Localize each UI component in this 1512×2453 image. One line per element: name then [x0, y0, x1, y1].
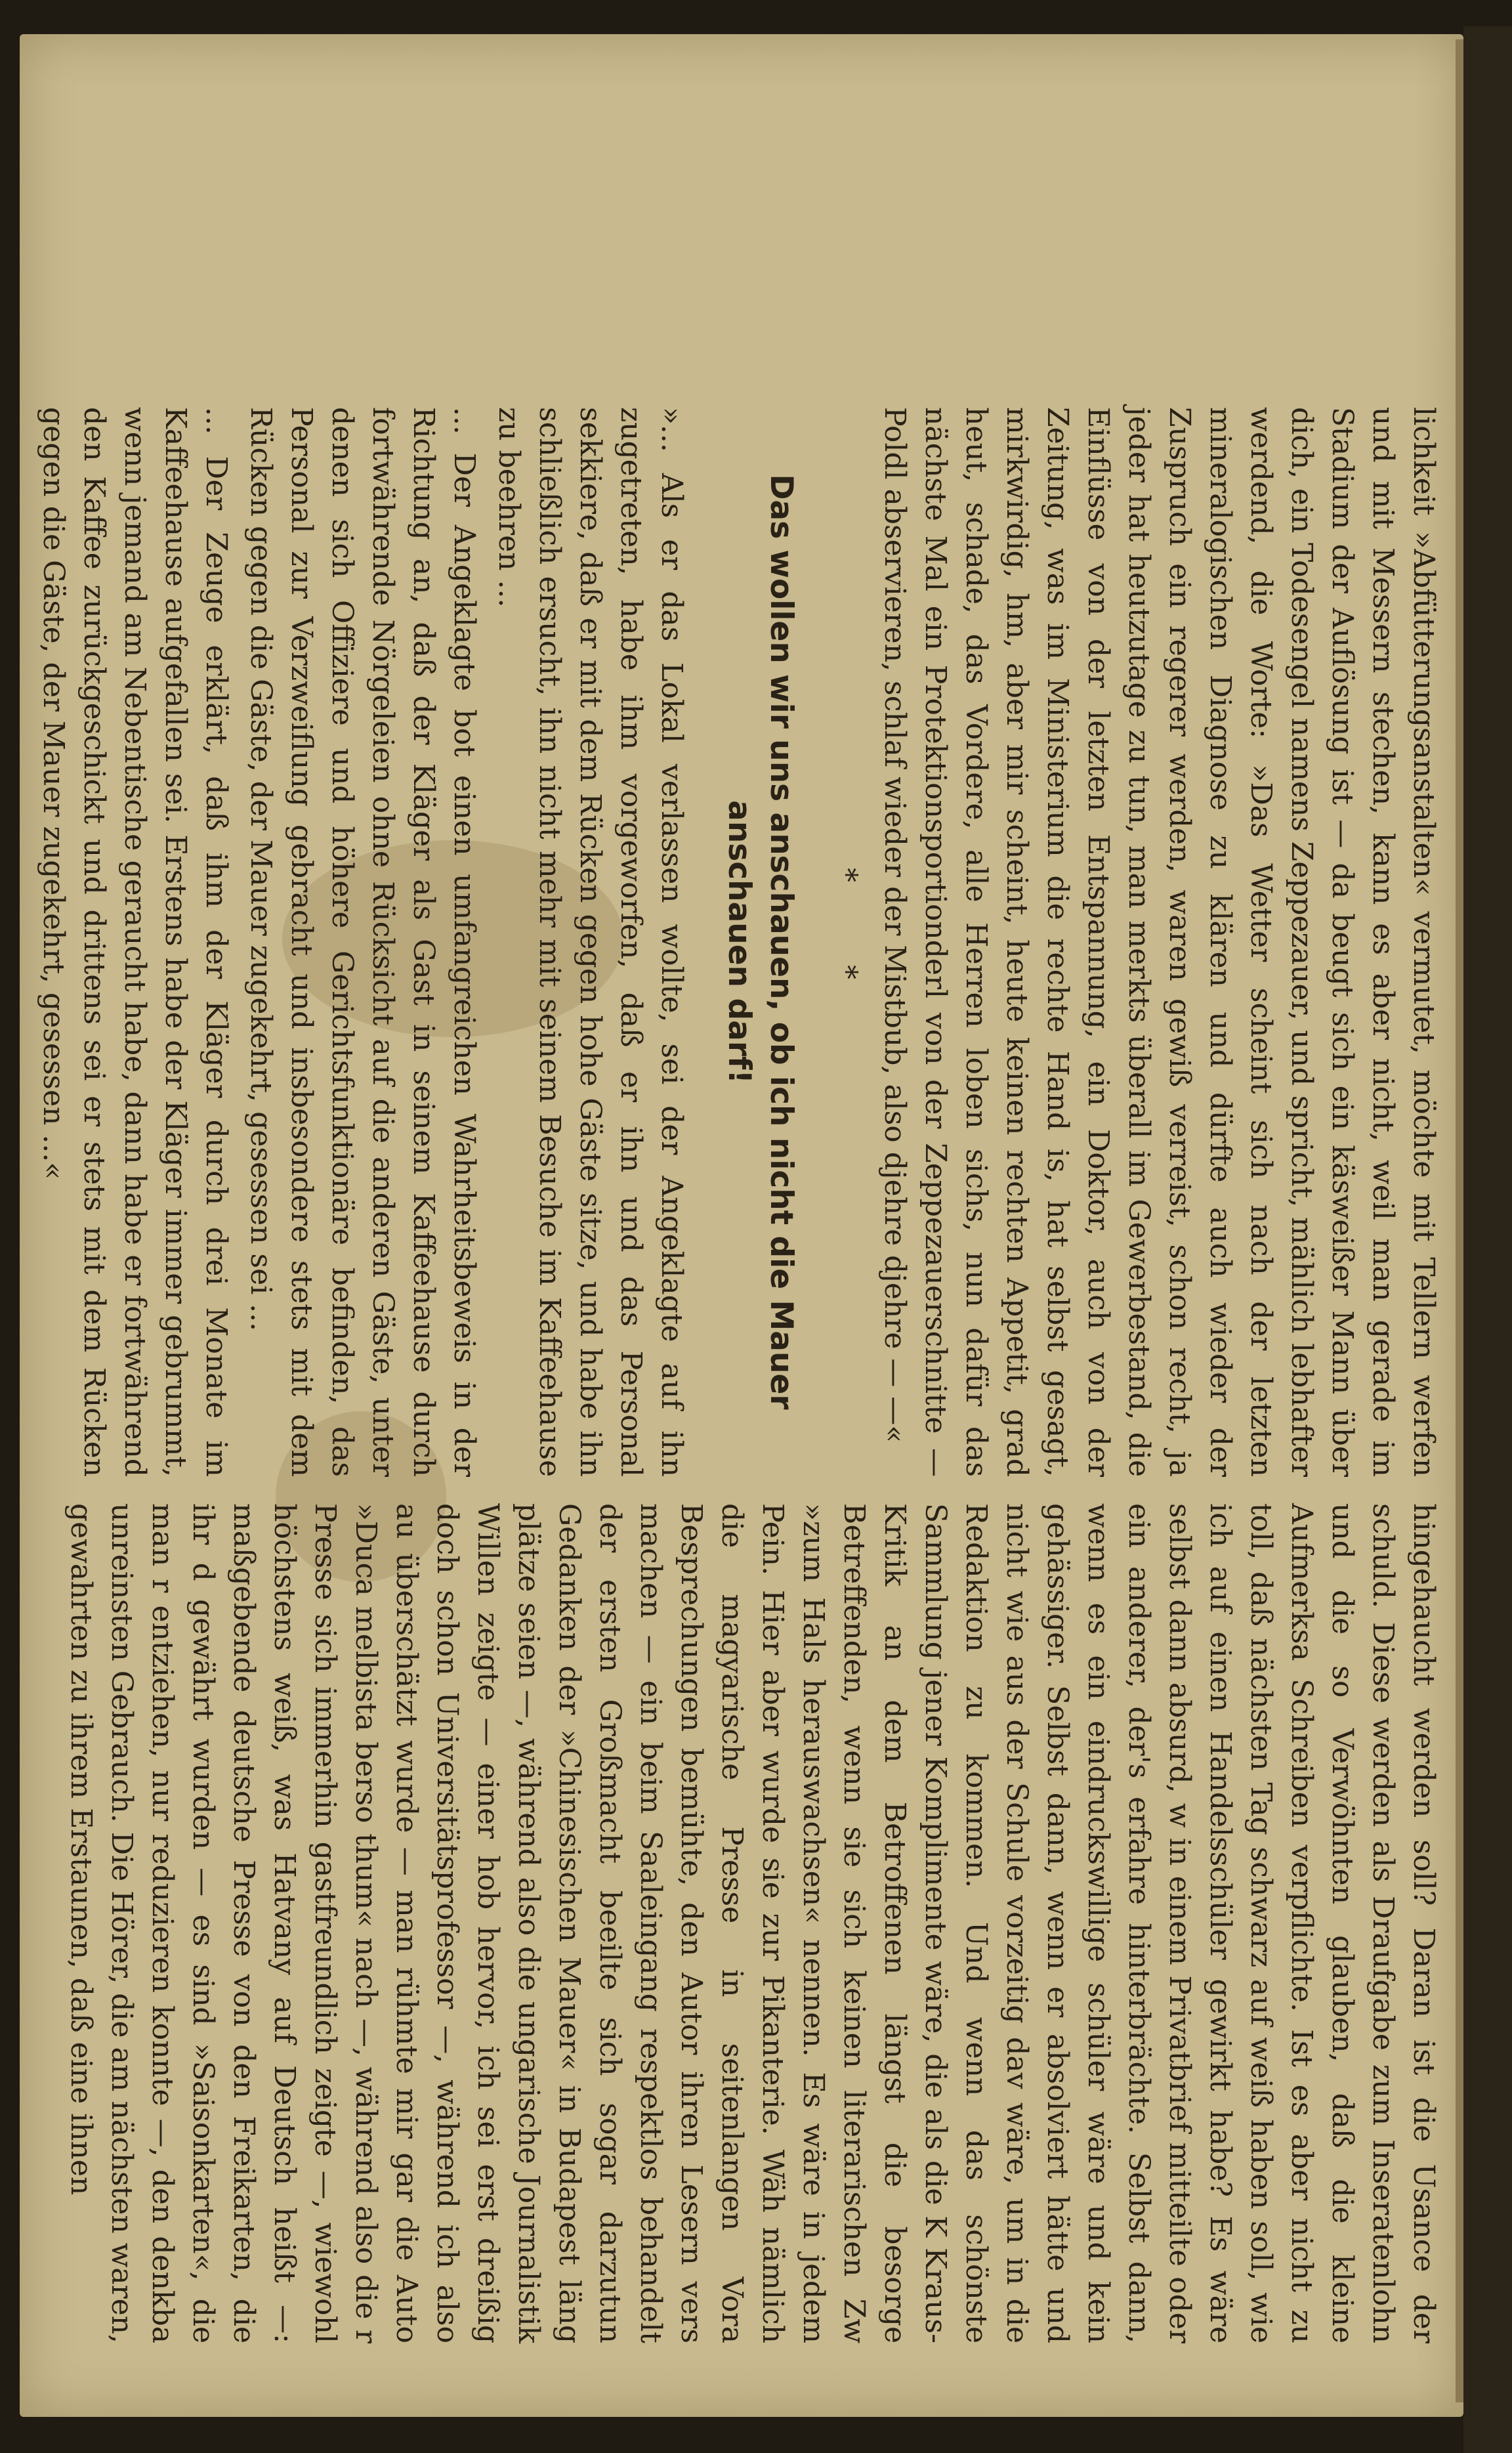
page-edge: [1463, 26, 1512, 2453]
quote-paragraph: ... Der Angeklagte bot einen umfangreichen Wahrheitsbeweis in der Richtung an, daß der Kläger als Gast in seinem Kaffeehause durch fortwährende Nörgeleien ohne Rücksicht auf die anderen Gäste, unter denen sich Offiziere und höhere Gerichtsfunktionäre befinden, das Personal zur Verzweiflung gebracht und insbesondere stets mit dem Rücken gegen die Gäste, der Mauer zugekehrt, gesessen sei ...: [244, 407, 481, 1477]
section-separator: * *: [830, 868, 863, 1016]
right-column: [60, 1503, 1444, 2343]
quote-paragraph: ... Der Zeuge erklärt, daß ihm der Kläger durch drei Monate im Kaffeehause aufgefallen sei. Erstens habe der Kläger immer gebrummt, wenn jemand am Nebentische geraucht habe, dann habe er fortwährend den Kaffee zurückgeschickt und drittens sei er stets mit dem Rücken gegen die Gäste, der Mauer zugekehrt, gesessen ...«: [37, 407, 233, 1477]
section-heading: Das wollen wir uns anschauen, ob ich nicht die Mauer anschauen darf!: [721, 474, 799, 1410]
right-paragraph: hingehaucht werden soll? Daran ist die Usance der schuld. Diese werden als Draufgabe zum Inseratenlohn und die so Verwöhnten glauben, daß die kleine Aufmerksa Schreiben verpflichte. Ist es aber nicht zu toll, daß nächsten Tag schwarz auf weiß haben soll, wie ich auf einen Handelsschüler gewirkt habe? Es wäre selbst dann absurd, w in einem Privatbrief mitteilte oder ein anderer, der's erfahre hinterbrächte. Selbst dann, wenn es ein eindruckswillige schüler wäre und kein gehässiger. Selbst dann, wenn er absolviert hätte und nicht wie aus der Schule vorzeitig dav wäre, um in die Redaktion zu kommen. Und wenn das schönste Sammlung jener Komplimente wäre, die als die K Kraus-Kritik an dem Betroffenen längst die besorge Betreffenden, wenn sie sich keinen literarischen Zw »zum Hals herauswachsen« nennen. Es wäre in jedem Pein. Hier aber wurde sie zur Pikanterie. Wäh nämlich die magyarische Presse in seitenlangen Vora Besprechungen bemühte, den Autor ihren Lesern vers machen — ein beim Saaleingang respektlos behandelt der ersten Großmacht beeilte sich sogar darzutun Gedanken der »Chinesischen Mauer« in Budapest läng plätze seien —, während also die ungarische Journalistik Willen zeigte — einer hob hervor, ich sei erst dreißig doch schon Universitätsprofessor —, während ich also au überschätzt wurde — man rühmte mir gar die Auto »Duca melbista berso thum« nach —, während also die r Presse sich immerhin gastfreundlich zeigte —, wiewohl höchstens weiß, was Hatvany auf Deutsch heißt —: maßgebende deutsche Presse von den Freikarten, die ihr d gewährt wurden — es sind »Saisonkarten«, die man r entziehen, nur reduzieren konnte —, den denkba unreinsten Gebrauch. Die Hörer, die am nächsten waren, gewahrten zu ihrem Erstaunen, daß eine ihnen: [64, 1503, 1440, 2343]
left-column: [33, 407, 1444, 1477]
intro-paragraph: lichkeit »Abfütterungsanstalten« vermutet, möchte mit Tellern werfen und mit Messern stechen, kann es aber nicht, weil man gerade im Stadium der Auflösung ist — da beugt sich ein käsweißer Mann über dich, ein Todesengel namens Zeppezauer, und spricht, mählich lebhafter werdend, die Worte: »Das Wetter scheint sich nach der letzten mineralogischen Diagnose zu klären und dürfte auch wieder der Zuspruch ein regerer werden, waren gewiß verreist, schon recht, ja jeder hat heutzutage zu tun, man merkts überall im Gewerbestand, die Einflüsse von der letzten Entspannung, ein Doktor, auch von der Zeitung, was im Ministerium die rechte Hand is, hat selbst gesagt, mirkwirdig, hm, aber mir scheint, heute keinen rechten Appetit, grad heut, schade, das Vordere, alle Herren loben sichs, nun dafür das nächste Mal ein Protektionsportionderl von der Zeppezauerschnitte — Poldl abservieren, schlaf wieder der Mistbub, also djehre djehre — —«: [878, 407, 1440, 1477]
quote-paragraph: »... Als er das Lokal verlassen wollte, sei der Angeklagte auf ihn zugetreten, habe ihm vorgeworfen, daß er ihn und das Personal sekkiere, daß er mit dem Rücken gegen hohe Gäste sitze, und habe ihn schließlich ersucht, ihn nicht mehr mit seinem Besuche im Kaffeehause zu beehren ...: [492, 407, 688, 1477]
rotated-page-content: [37, 39, 1444, 2402]
